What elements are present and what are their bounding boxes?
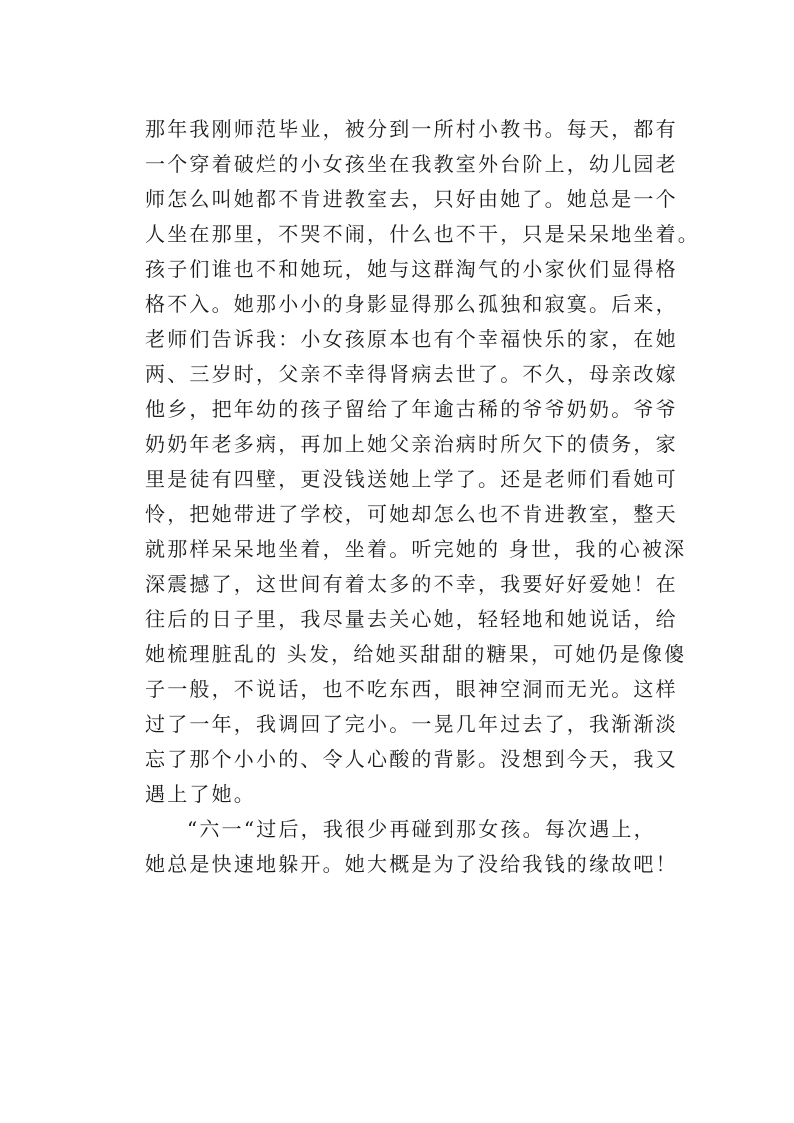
- text-line: 他乡，把年幼的孩子留给了年逾古稀的爷爷奶奶。爷爷: [145, 397, 678, 421]
- text-line: 往后的日子里，我尽量去关心她，轻轻地和她说话，给: [145, 607, 678, 631]
- text-line: 人坐在那里，不哭不闹，什么也不干，只是呆呆地坐着。: [145, 222, 700, 246]
- text-line: 那年我刚师范毕业，被分到一所村小教书。每天，都有: [145, 117, 678, 141]
- text-line: 过了一年，我调回了完小。一晃几年过去了，我渐渐淡: [145, 712, 678, 736]
- text-line: 怜，把她带进了学校，可她却怎么也不肯进教室，整天: [145, 502, 678, 526]
- text-line: 里是徒有四壁，更没钱送她上学了。还是老师们看她可: [145, 467, 678, 491]
- text-line: 遇上了她。: [145, 782, 256, 806]
- text-line: 她总是快速地躲开。她大概是为了没给我钱的缘故吧！: [145, 852, 678, 876]
- text-line: 师怎么叫她都不肯进教室去，只好由她了。她总是一个: [145, 187, 678, 211]
- text-line: 一个穿着破烂的小女孩坐在我教室外台阶上，幼儿园老: [145, 152, 678, 176]
- text-line: 深震撼了，这世间有着太多的不幸，我要好好爱她！在: [145, 572, 678, 596]
- text-line: 她梳理脏乱的 头发，给她买甜甜的糖果，可她仍是像傻: [145, 642, 687, 666]
- text-line: 老师们告诉我：小女孩原本也有个幸福快乐的家，在她: [145, 327, 678, 351]
- text-line: 两、三岁时，父亲不幸得肾病去世了。不久，母亲改嫁: [145, 362, 678, 386]
- body-text: [145, 112, 705, 882]
- text-line: 奶奶年老多病，再加上她父亲治病时所欠下的债务，家: [145, 432, 678, 456]
- text-line: 忘了那个小小的、令人心酸的背影。没想到今天，我又: [145, 747, 678, 771]
- text-line: 格不入。她那小小的身影显得那么孤独和寂寞。后来，: [145, 292, 678, 316]
- paragraph-start-line: “六一“过后，我很少再碰到那女孩。每次遇上，: [187, 817, 656, 841]
- text-line: 就那样呆呆地坐着，坐着。听完她的 身世，我的心被深: [145, 537, 687, 561]
- text-line: 孩子们谁也不和她玩，她与这群淘气的小家伙们显得格: [145, 257, 678, 281]
- text-line: 子一般，不说话，也不吃东西，眼神空洞而无光。这样: [145, 677, 678, 701]
